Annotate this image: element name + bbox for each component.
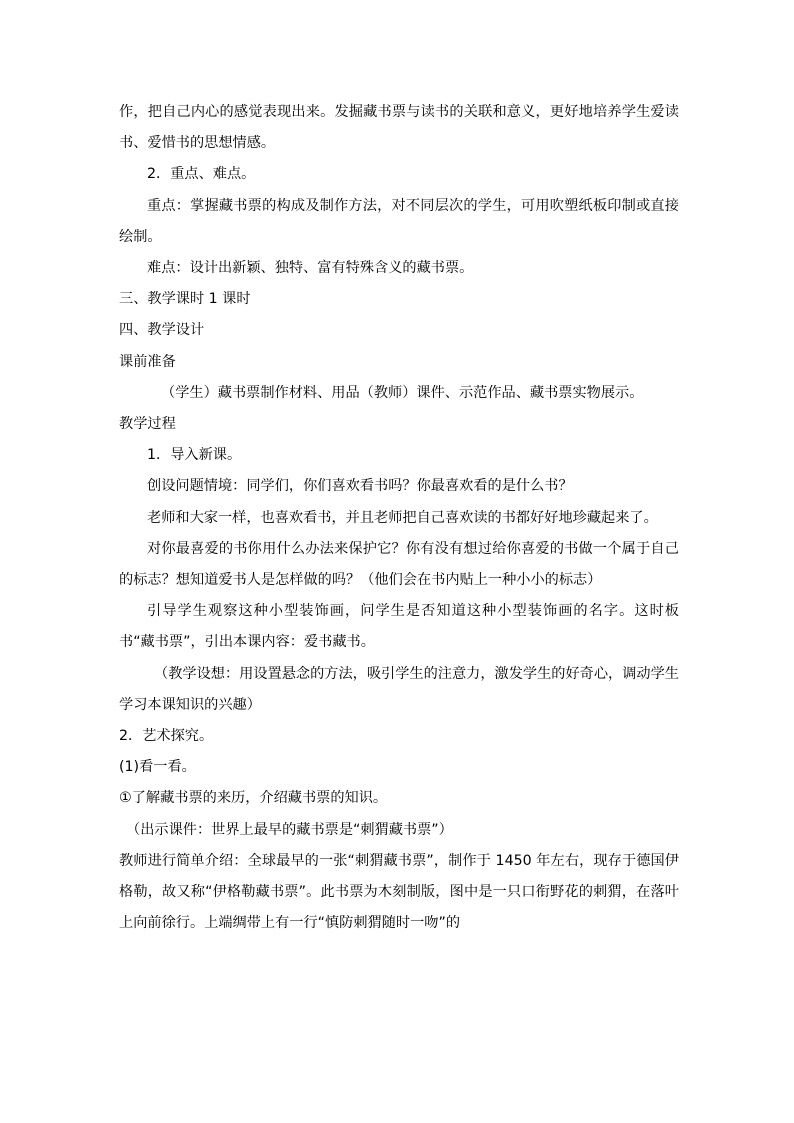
document-body	[119, 97, 679, 939]
paragraph-key-point: 重点：掌握藏书票的构成及制作方法，对不同层次的学生，可用吹塑纸板印制或直接绘制。	[119, 197, 679, 245]
paragraph-materials: （学生）藏书票制作材料、用品（教师）课件、示范作品、藏书票实物展示。	[161, 384, 644, 401]
paragraph-intro-continuation: 作，把自己内心的感觉表现出来。发掘藏书票与读书的关联和意义，更好地培养学生爱读书、爱惜书的思想情感。	[119, 104, 679, 152]
paragraph-hedgehog-bookplate: 教师进行简单介绍：全球最早的一张“刺猬藏书票”，制作于 1450 年左右，现存于德国伊格勒，故又称“伊格勒藏书票”。此书票为木刻制版，图中是一只口衔野花的刺猬，在落叶上向前徐行。上端绸带上有一行“慎防刺猬随时一吻”的	[119, 852, 679, 932]
paragraph-origin: ①了解藏书票的来历，介绍藏书票的知识。	[119, 790, 388, 807]
heading-teaching-process: 教学过程	[119, 416, 176, 433]
paragraph-teacher-likes-books: 老师和大家一样，也喜欢看书，并且老师把自己喜欢读的书都好好地珍藏起来了。	[147, 509, 658, 526]
heading-preparation: 课前准备	[119, 353, 176, 370]
paragraph-courseware-note: （出示课件：世界上最早的藏书票是“刺猬藏书票”）	[126, 821, 453, 838]
heading-art-exploration: 2．艺术探究。	[119, 728, 214, 745]
heading-introduction: 1．导入新课。	[147, 447, 242, 464]
paragraph-protect-books: 对你最喜爱的书你用什么办法来保护它？你有没有想过给你喜爱的书做一个属于自己的标志？想知道爱书人是怎样做的吗？（他们会在书内贴上一种小小的标志）	[119, 540, 679, 589]
paragraph-observe-decoration: 引导学生观察这种小型装饰画，问学生是否知道这种小型装饰画的名字。这时板书“藏书票”，引出本课内容：爱书藏书。	[119, 603, 679, 651]
heading-class-hours: 三、教学课时 1 课时	[119, 291, 251, 308]
heading-teaching-design: 四、教学设计	[119, 322, 205, 339]
paragraph-teaching-idea: （教学设想：用设置悬念的方法，吸引学生的注意力，激发学生的好奇心，调动学生学习本课知识的兴趣）	[119, 665, 679, 713]
paragraph-difficulty: 难点：设计出新颖、独特、富有特殊含义的藏书票。	[147, 260, 474, 277]
paragraph-question-scenario: 创设问题情境：同学们，你们喜欢看书吗？你最喜欢看的是什么书？	[147, 478, 573, 495]
heading-look: (1)看一看。	[119, 759, 196, 776]
heading-key-points: 2．重点、难点。	[147, 166, 256, 183]
